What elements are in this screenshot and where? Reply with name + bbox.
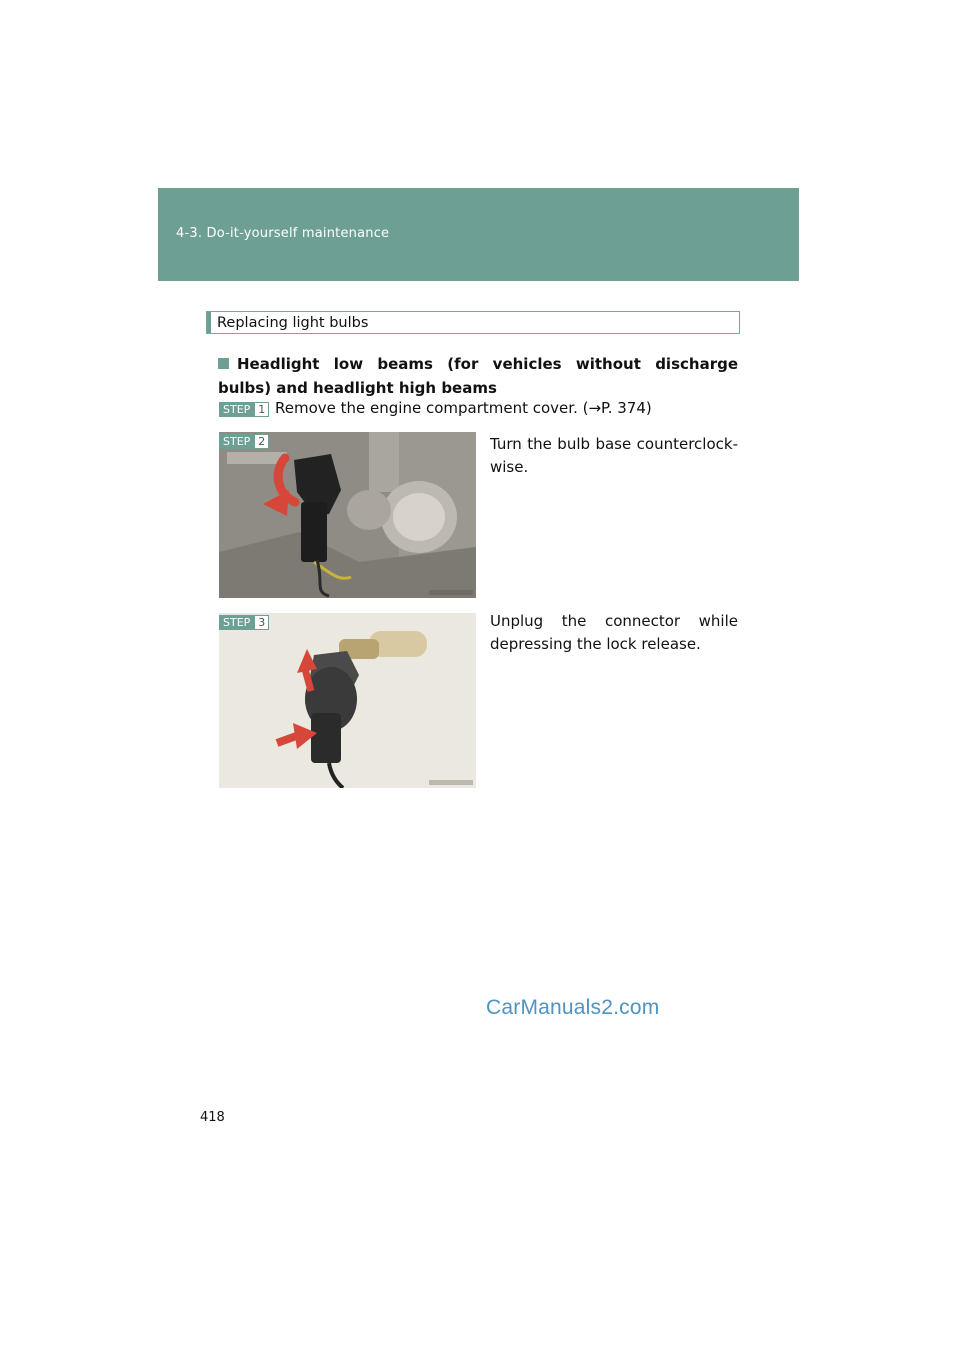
square-bullet-icon	[218, 358, 229, 369]
section-heading	[206, 311, 740, 334]
step-2-number: 2	[254, 434, 269, 449]
step-3-number: 3	[254, 615, 269, 630]
step-2-label: STEP	[219, 434, 254, 449]
connector-illustration	[219, 613, 476, 788]
chapter-header	[158, 188, 799, 281]
step-1-text: Remove the engine compartment cover. (→P. 374)	[275, 399, 652, 417]
step-2-text: Turn the bulb base counterclock-wise.	[490, 435, 738, 476]
step-1-tag	[219, 402, 269, 417]
bullet-heading-text: Headlight low beams (for vehicles without discharge bulbs) and headlight high beams	[218, 355, 738, 397]
section-title: Replacing light bulbs	[217, 315, 369, 331]
bulb-base-illustration	[219, 432, 476, 598]
step-2-tag	[219, 434, 269, 449]
step-1-label: STEP	[219, 402, 254, 417]
bulb-base-photo	[219, 432, 476, 598]
page-number: 418	[200, 1110, 225, 1125]
watermark-link[interactable]: CarManuals2.com	[486, 996, 660, 1019]
step-3-label: STEP	[219, 615, 254, 630]
section-heading-accent	[207, 312, 211, 333]
step-3-text: Unplug the connector while depressing the lock release.	[490, 612, 738, 653]
bullet-heading	[218, 352, 738, 400]
connector-photo	[219, 613, 476, 788]
step-3-tag	[219, 615, 269, 630]
step-1-number: 1	[254, 402, 269, 417]
chapter-title: 4-3. Do-it-yourself maintenance	[176, 226, 390, 241]
